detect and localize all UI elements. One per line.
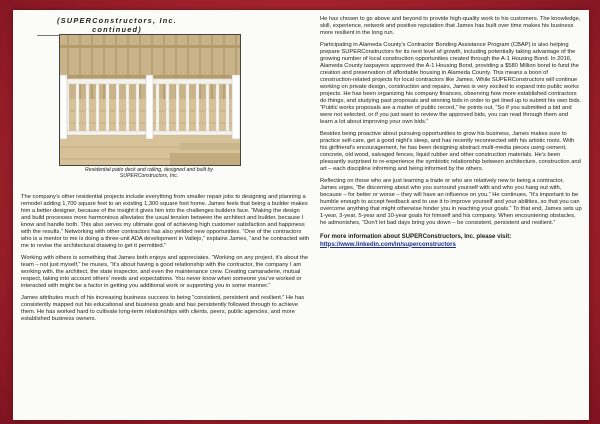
paragraph: The company’s other residential projects include everything from smaller repair jobs to designing and planning a remodel adding 1,700 square feet to an existing 1,300 square foot home. James feels that being a builder makes him a better designer, because of the insight it gives him into the challenges builders face. “Making the design and build processes more harmonious alleviates the usual tension between the architect and builder, because I know and handle both. This also serves my ultimate goal of achieving high customer satisfaction and happiness with the results.” Networking with other contractors has also yielded new opportunities. “One of the contractors who is a mentor to me is doing a three-unit ADA development in Vallejo,” explains James, “and he contracted with me to revise the architectural drawing to get it permitted.”	[21, 194, 310, 250]
more-info-text: For more information about SUPERConstructors, Inc. please visit:	[320, 233, 512, 241]
paragraph: Participating in Alameda County’s Contractor Bonding Assistance Program (CBAP) is also helping prepare SUPERConstructors for its next level of growth, including potentially taking advantage of the growing number of local construction opportunities created through the A-1 Housing Bond. In 2016, Alameda County taxpayers approved the A-1 Housing Bond, providing a $580 Million bond to fund the creation and preservation of affordable housing in Alameda County. This means a boon of construction-related projects for local contractors like James. While SUPERConstructors will continue working on private design, construction and repairs, James is very excited to expand into public works projects. He has been organizing his company finances, observing how more established contractors do things, and studying past proposals and winning bids in order to get lined up to submit his own bids. “Public works proposals are a matter of public record,” he points out, “So if you submitted a bid and were not selected, or if you just want to review the approved bids, you can read through them and learn a lot about improving your own bids.”	[320, 41, 582, 126]
paragraph: James attributes much of his increasing business success to being “consistent, persistent and resilient.” He has consistently mapped out his educational and business goals and has persistently followed through to achieve them. He has worked hard to cultivate long-term relationships with clients, peers, public agencies, and more established business owners.	[21, 294, 305, 322]
deck-photo	[59, 34, 241, 166]
more-info-block	[320, 233, 582, 248]
left-body-text	[21, 194, 310, 328]
deck-railing-illustration	[60, 35, 240, 165]
paragraph: He has chosen to go above and beyond to provide high-quality work to his customers. The knowledge, skill, experience, network and positive reputation that James has built over time makes his business more resilient in the long run.	[320, 16, 581, 37]
linkedin-link[interactable]: https://www.linkedin.com/in/superconstructors	[320, 240, 456, 248]
document-page	[13, 10, 589, 420]
paragraph: Reflecting on those who are just learning a trade or who are relatively new to being a contractor, James urges, “Be discerning about who you surround yourself with and who you hang out with, because – for better or worse – they will have an influence on you.” He continues, “It’s important to be humble enough to accept feedback and to use it to improve yourself and your abilities, so that you can overcome anything that might otherwise hinder you in reaching your goals.” To that end, James sets up 1-year, 3-year, 5-year and 10-year goals for himself and his company. When encountering obstacles, he admonishes, “Don’t let bad days bring you down – be consistent, persistent and resilient.”	[320, 177, 582, 227]
continued-header: (SUPERConstructors, Inc. continued)	[37, 16, 197, 36]
right-column	[320, 16, 582, 248]
left-column	[21, 16, 310, 322]
paragraph: Working with others is something that James both enjoys and appreciates. “Working on any project, it’s about the team – not just myself,” he muses, “It’s about having a good relationship with the contractor, the company I am working with, the architect, the state inspector, and even the maintenance crew. Creating camaraderie, mutual respect, taking into account others’ needs and expectations. You never know when someone you’ve worked or interacted with might be a factor in getting you additional work or supporting you in some manner.”	[21, 254, 309, 290]
paragraph: Besides being proactive about pursuing opportunities to grow his business, James makes sure to practice self-care, get a good night’s sleep, and has recently reconnected with his artistic roots. With his girlfriend’s encouragement, he has been designing abstract multi-media pieces using cement, concrete, old wood, salvaged fences, liquid rubber and other construction materials. He’s been pleasantly surprised to re-experience the symbiotic relationship between architecture, construction and art – each discipline informing and being informed by the others.	[320, 130, 581, 173]
photo-caption: Residential patio deck and railing, designed and built by SUPERConstructors, Inc.	[84, 167, 214, 180]
